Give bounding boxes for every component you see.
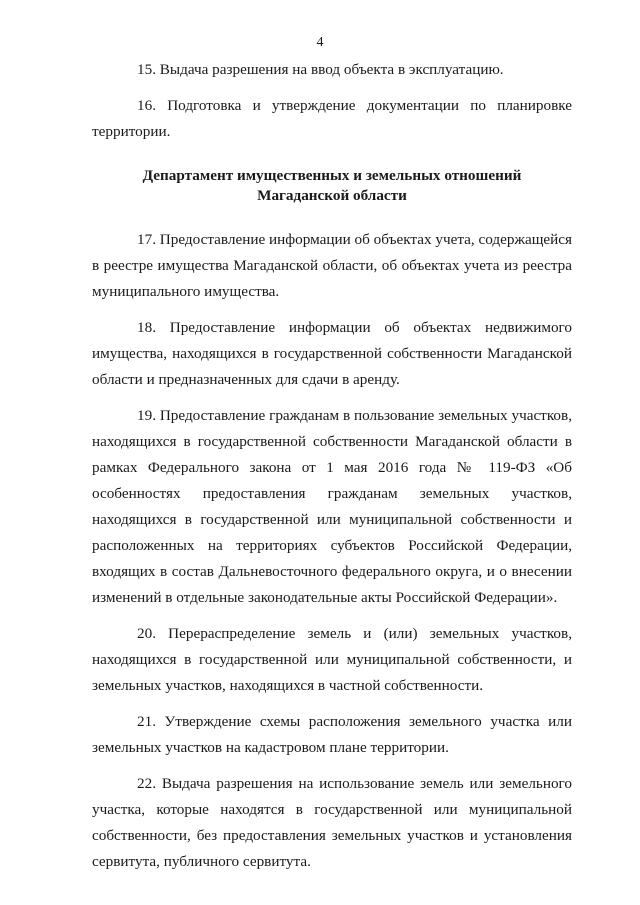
list-item-15: 15. Выдача разрешения на ввод объекта в эксплуатацию. (137, 61, 504, 78)
page-number: 4 (316, 35, 324, 50)
section-heading (92, 166, 572, 206)
list-item-17: 17. Предоставление информации об объектах учета, содержащейся в реестре имущества Магаданской области, об объектах учета из реестра муниципального имущества. (92, 231, 572, 300)
list-item-21: 21. Утверждение схемы расположения земельного участка или земельных участков на кадастровом плане территории. (92, 713, 572, 756)
document-body (92, 57, 572, 885)
list-item-16: 16. Подготовка и утверждение документации по планировке территории. (92, 97, 572, 140)
list-item-22: 22. Выдача разрешения на использование земель или земельного участка, которые находятся в государственной или муниципальной собственности, без предоставления земельных участков и установления сервитута, публичного сервитута. (92, 775, 572, 870)
list-item-20: 20. Перераспределение земель и (или) земельных участков, находящихся в государственной или муниципальной собственности, и земельных участков, находящихся в частной собственности. (92, 625, 572, 694)
section-heading-line-1: Департамент имущественных и земельных отношений (142, 167, 522, 184)
list-item-19: 19. Предоставление гражданам в пользование земельных участков, находящихся в государственной собственности Магаданской области в рамках Федерального закона от 1 мая 2016 года № 119-ФЗ «Об особенностях предоставления гражданам земельных участков, находящихся в государственной или муниципальной собственности и расположенных на территориях субъектов Российской Федерации, входящих в состав Дальневосточного федерального округа, и о внесении изменений в отдельные законодательные акты Российской Федерации». (92, 407, 572, 606)
section-heading-line-2: Магаданской области (257, 187, 407, 204)
list-item-18: 18. Предоставление информации об объектах недвижимого имущества, находящихся в государственной собственности Магаданской области и предназначенных для сдачи в аренду. (92, 319, 572, 388)
